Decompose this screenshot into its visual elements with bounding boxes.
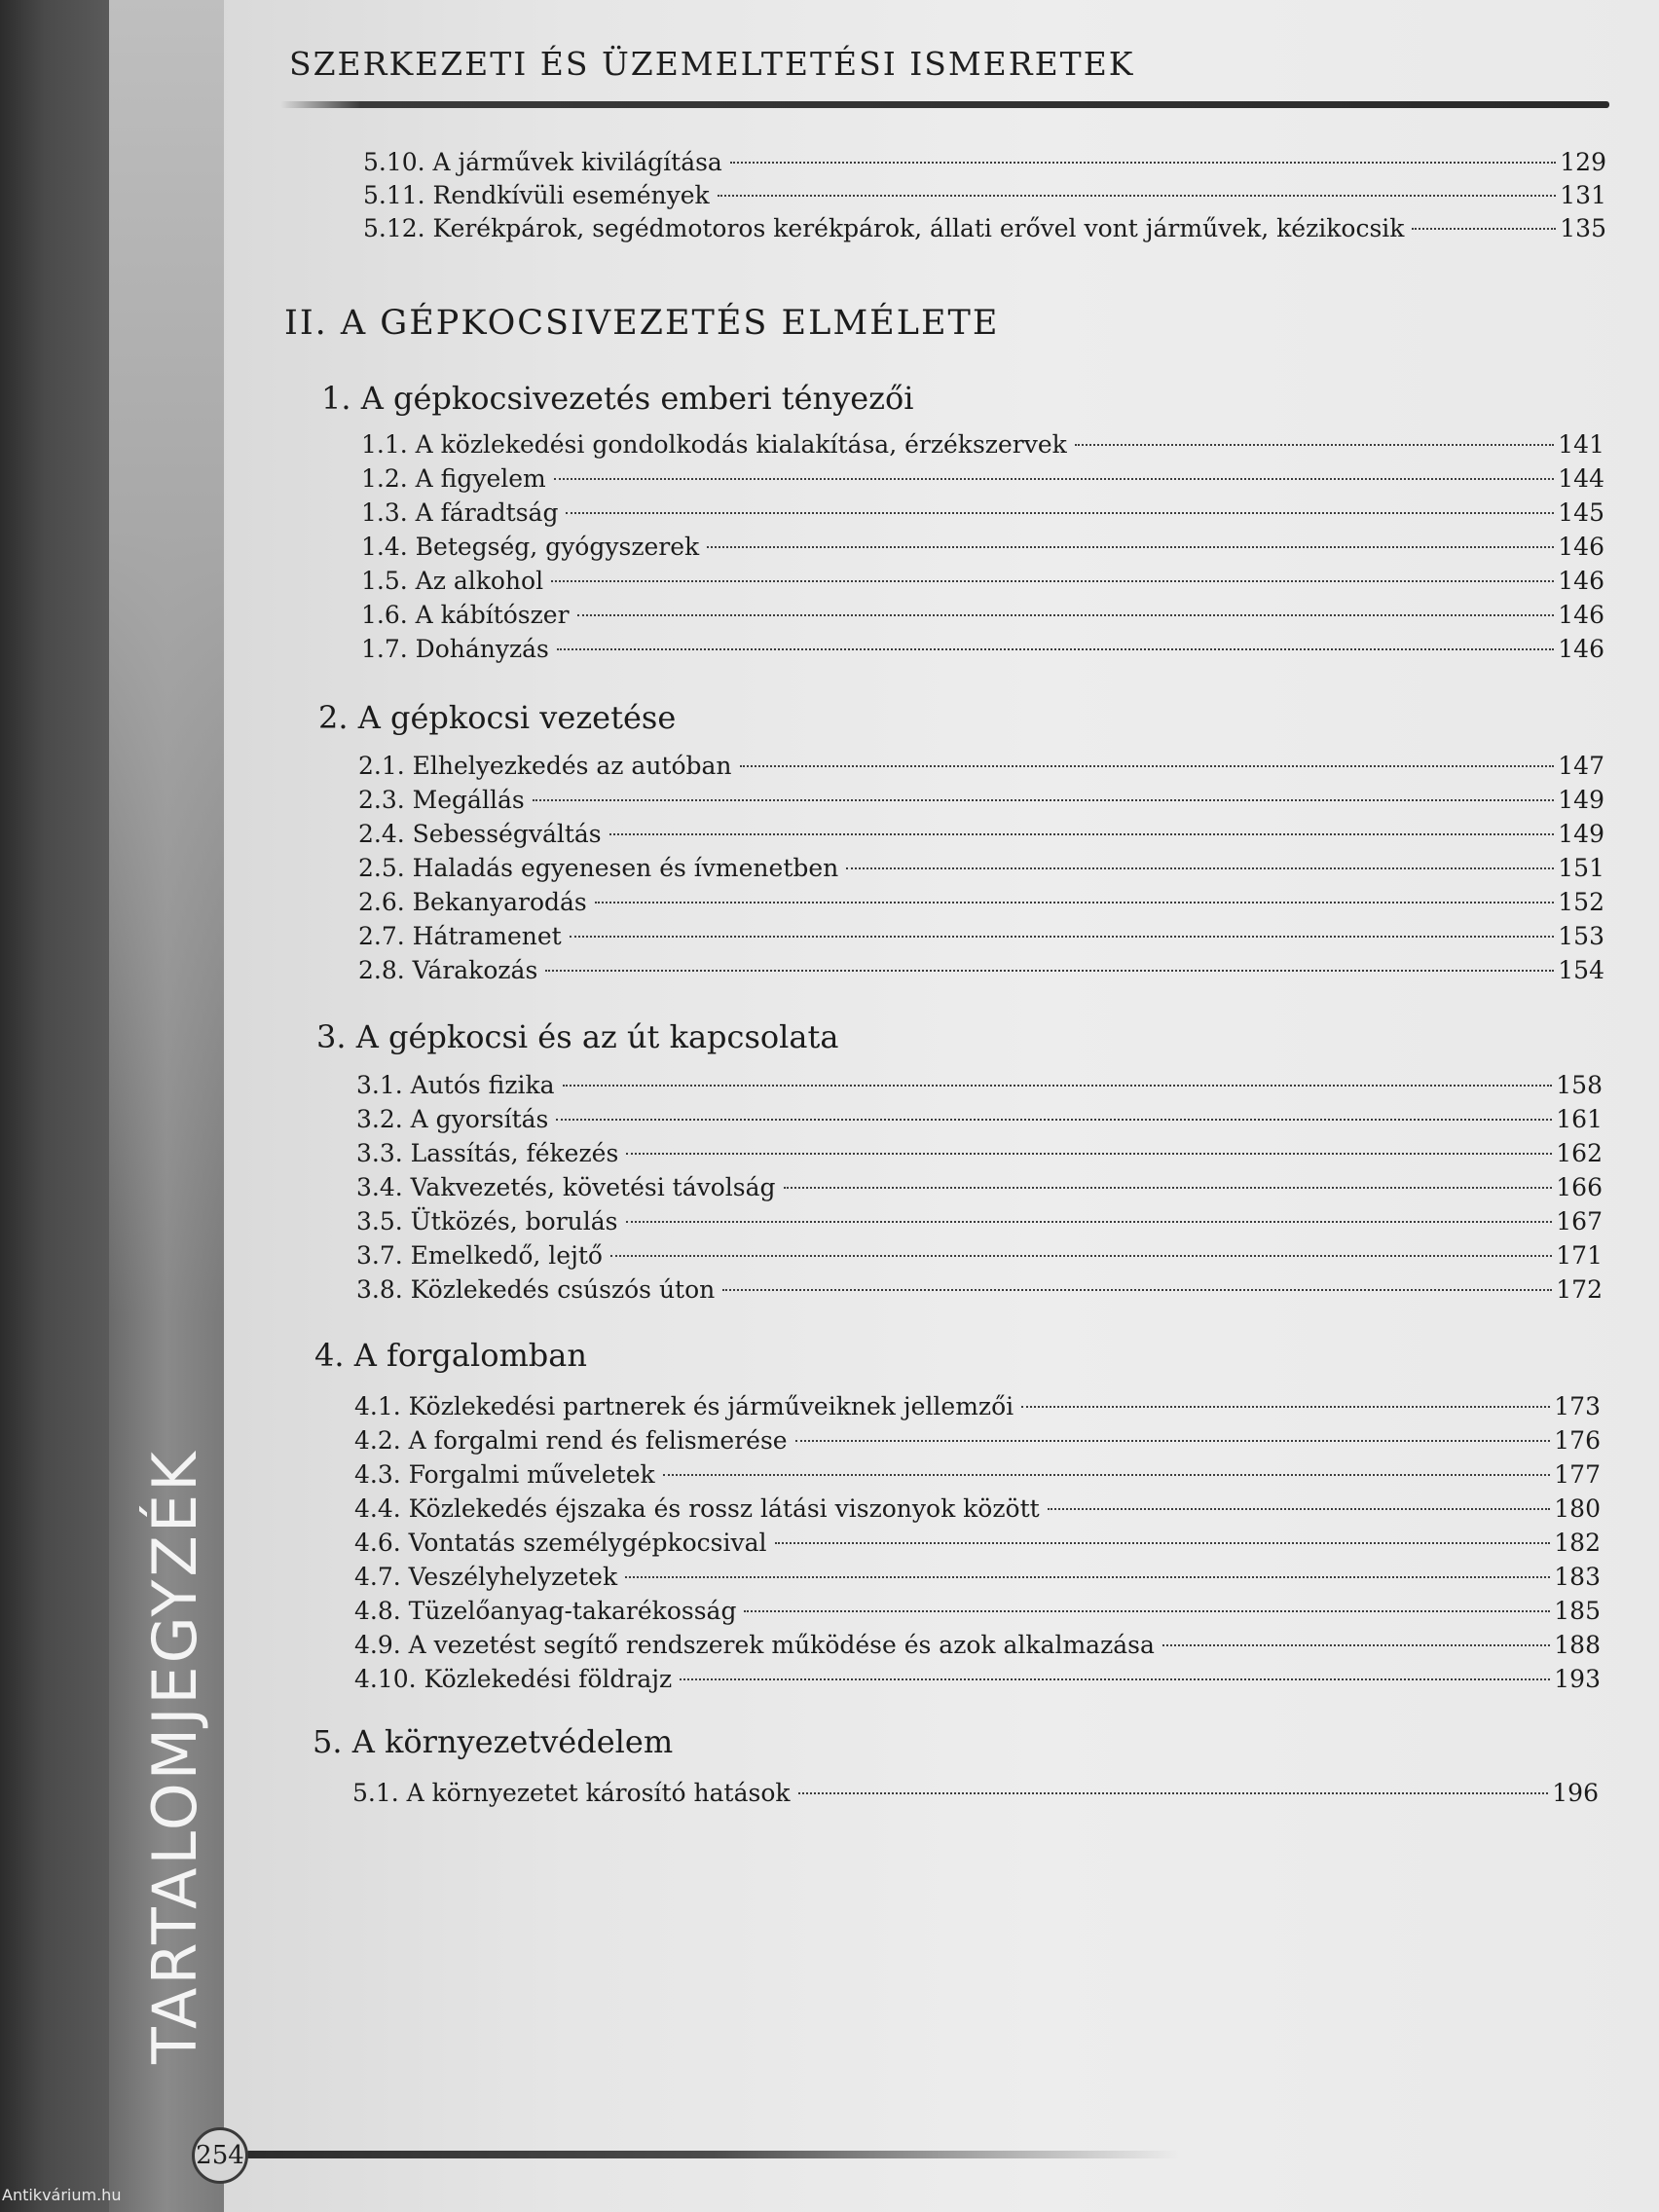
binding-strip	[0, 0, 112, 2212]
toc-entry[interactable]	[356, 1205, 1603, 1238]
toc-entry-title: 2.7. Hátramenet	[358, 922, 562, 950]
toc-entry-page: 188	[1554, 1631, 1601, 1659]
toc-entry[interactable]	[356, 1137, 1603, 1170]
toc-entry-page: 180	[1554, 1494, 1601, 1523]
toc-entry-page: 176	[1554, 1426, 1601, 1455]
toc-entry-title: 1.7. Dohányzás	[361, 635, 549, 663]
toc-entry-page: 183	[1554, 1563, 1601, 1591]
toc-entry-page: 193	[1554, 1665, 1601, 1693]
toc-entry-title: 1.2. A figyelem	[361, 464, 546, 493]
toc-entry-page: 172	[1556, 1275, 1603, 1304]
toc-entry-title: 3.5. Ütközés, borulás	[356, 1207, 618, 1235]
toc-entry-page: 162	[1556, 1139, 1603, 1167]
toc-entry-title: 3.4. Vakvezetés, követési távolság	[356, 1173, 776, 1201]
toc-entry-page: 166	[1556, 1173, 1603, 1201]
toc-entry[interactable]	[361, 531, 1604, 564]
toc-entry-page: 144	[1558, 464, 1604, 493]
toc-entry-page: 146	[1558, 601, 1604, 629]
toc-entry-page: 131	[1560, 181, 1606, 209]
toc-entry-title: 2.8. Várakozás	[358, 956, 538, 984]
toc-entry-title: 1.4. Betegség, gyógyszerek	[361, 533, 700, 561]
toc-entry-title: 4.9. A vezetést segítő rendszerek működése és azok alkalmazása	[354, 1631, 1155, 1659]
toc-entry[interactable]	[354, 1390, 1601, 1423]
toc-entry-title: 2.4. Sebességváltás	[358, 820, 602, 848]
toc-entry[interactable]	[352, 1777, 1599, 1810]
toc-entry-title: 5.1. A környezetet károsító hatások	[352, 1779, 791, 1807]
page-number: 254	[192, 2127, 248, 2184]
toc-entry-page: 146	[1558, 635, 1604, 663]
toc-entry[interactable]	[356, 1273, 1603, 1307]
toc-entry-title: 2.5. Haladás egyenesen és ívmenetben	[358, 854, 839, 882]
toc-entry[interactable]	[358, 750, 1604, 783]
watermark: Antikvárium.hu	[2, 2186, 122, 2204]
toc-entry-title: 4.10. Közlekedési földrajz	[354, 1665, 673, 1693]
toc-entry-title: 2.1. Elhelyezkedés az autóban	[358, 752, 732, 780]
toc-entry-page: 167	[1556, 1207, 1603, 1235]
toc-entry-title: 4.4. Közlekedés éjszaka és rossz látási viszonyok között	[354, 1494, 1040, 1523]
toc-entry[interactable]	[354, 1629, 1601, 1662]
toc-entry-title: 5.12. Kerékpárok, segédmotoros kerékpárok, állati erővel vont járművek, kézikocsik	[363, 214, 1405, 242]
toc-entry-title: 4.3. Forgalmi műveletek	[354, 1460, 655, 1489]
toc-entry[interactable]	[363, 179, 1606, 212]
toc-entry-title: 4.6. Vontatás személygépkocsival	[354, 1529, 767, 1557]
sidebar-label: TARTALOMJEGYZÉK	[139, 1449, 210, 2064]
toc-entry-title: 4.2. A forgalmi rend és felismerése	[354, 1426, 788, 1455]
toc-entry-page: 158	[1556, 1071, 1603, 1099]
toc-entry-page: 149	[1558, 820, 1604, 848]
chapter-title: 5. A környezetvédelem	[313, 1723, 674, 1760]
toc-entry[interactable]	[358, 852, 1604, 885]
toc-entry-title: 4.7. Veszélyhelyzetek	[354, 1563, 618, 1591]
toc-entry-title: 5.10. A járművek kivilágítása	[363, 148, 722, 176]
toc-entry[interactable]	[354, 1424, 1601, 1457]
toc-entry[interactable]	[358, 886, 1604, 919]
toc-entry[interactable]	[361, 462, 1604, 496]
toc-entry[interactable]	[358, 954, 1604, 987]
toc-entry[interactable]	[356, 1103, 1603, 1136]
toc-entry-title: 2.6. Bekanyarodás	[358, 888, 587, 916]
chapter-title: 4. A forgalomban	[314, 1337, 587, 1374]
toc-entry[interactable]	[354, 1663, 1601, 1696]
toc-entry-page: 135	[1560, 214, 1606, 242]
toc-entry[interactable]	[356, 1239, 1603, 1272]
toc-entry-page: 182	[1554, 1529, 1601, 1557]
toc-entry-title: 2.3. Megállás	[358, 786, 525, 814]
toc-entry-page: 161	[1556, 1105, 1603, 1133]
toc-entry-page: 196	[1552, 1779, 1599, 1807]
toc-entry-page: 141	[1558, 430, 1604, 459]
toc-entry[interactable]	[361, 565, 1604, 598]
toc-entry[interactable]	[358, 920, 1604, 953]
toc-entry-page: 153	[1558, 922, 1604, 950]
toc-entry-title: 1.5. Az alkohol	[361, 567, 544, 595]
toc-entry-page: 185	[1554, 1597, 1601, 1625]
running-head: SZERKEZETI ÉS ÜZEMELTETÉSI ISMERETEK	[289, 45, 1135, 83]
toc-entry[interactable]	[354, 1595, 1601, 1628]
toc-entry[interactable]	[361, 497, 1604, 530]
toc-entry-page: 177	[1554, 1460, 1601, 1489]
toc-entry[interactable]	[354, 1493, 1601, 1526]
toc-entry-page: 147	[1558, 752, 1604, 780]
toc-entry-title: 3.1. Autós fizika	[356, 1071, 555, 1099]
toc-entry-page: 129	[1560, 148, 1606, 176]
chapter-title: 2. A gépkocsi vezetése	[318, 699, 677, 736]
toc-entry-title: 1.6. A kábítószer	[361, 601, 570, 629]
toc-entry-page: 149	[1558, 786, 1604, 814]
toc-entry-page: 152	[1558, 888, 1604, 916]
toc-entry[interactable]	[361, 633, 1604, 666]
header-rule	[280, 101, 1609, 108]
toc-entry-page: 145	[1558, 498, 1604, 527]
toc-entry[interactable]	[354, 1458, 1601, 1492]
toc-entry-title: 4.1. Közlekedési partnerek és járműveiknek jellemzői	[354, 1392, 1014, 1420]
toc-entry-title: 3.2. A gyorsítás	[356, 1105, 549, 1133]
toc-entry-title: 5.11. Rendkívüli események	[363, 181, 710, 209]
toc-entry[interactable]	[363, 212, 1606, 245]
toc-entry[interactable]	[363, 146, 1606, 179]
toc-entry-page: 146	[1558, 567, 1604, 595]
toc-entry-title: 3.7. Emelkedő, lejtő	[356, 1241, 603, 1270]
part-title: II. A GÉPKOCSIVEZETÉS ELMÉLETE	[284, 304, 1000, 343]
toc-entry-page: 151	[1558, 854, 1604, 882]
toc-entry-title: 1.1. A közlekedési gondolkodás kialakítása, érzékszervek	[361, 430, 1067, 459]
toc-entry-title: 3.3. Lassítás, fékezés	[356, 1139, 619, 1167]
toc-entry-title: 4.8. Tüzelőanyag-takarékosság	[354, 1597, 737, 1625]
toc-entry[interactable]	[358, 784, 1604, 817]
toc-entry[interactable]	[356, 1171, 1603, 1204]
toc-entry[interactable]	[354, 1527, 1601, 1560]
toc-entry[interactable]	[356, 1069, 1603, 1102]
toc-entry-page: 154	[1558, 956, 1604, 984]
chapter-title: 3. A gépkocsi és az út kapcsolata	[316, 1018, 839, 1055]
toc-entry[interactable]	[358, 818, 1604, 851]
chapter-title: 1. A gépkocsivezetés emberi tényezői	[321, 380, 914, 417]
toc-entry-title: 3.8. Közlekedés csúszós úton	[356, 1275, 716, 1304]
toc-entry-page: 146	[1558, 533, 1604, 561]
toc-entry[interactable]	[354, 1561, 1601, 1594]
toc-entry-page: 171	[1556, 1241, 1603, 1270]
toc-entry-title: 1.3. A fáradtság	[361, 498, 559, 527]
toc-entry-page: 173	[1554, 1392, 1601, 1420]
toc-entry[interactable]	[361, 428, 1604, 461]
toc-entry[interactable]	[361, 599, 1604, 632]
footer-rule	[245, 2151, 1180, 2158]
